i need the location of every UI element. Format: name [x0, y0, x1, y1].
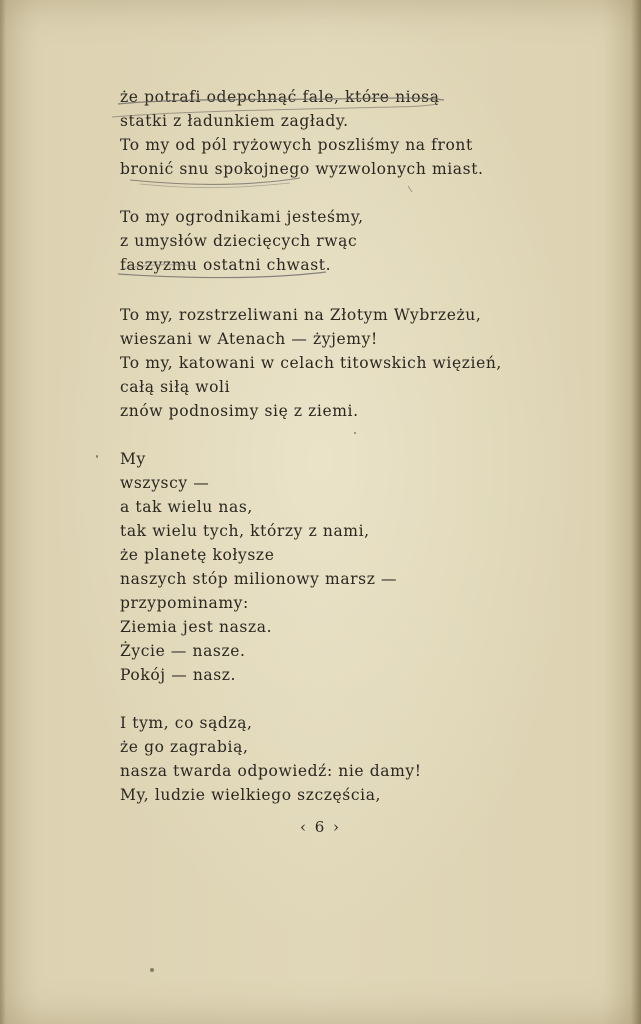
- poem-line: a tak wielu nas,: [120, 498, 253, 516]
- poem-line: To my, rozstrzeliwani na Złotym Wybrzeżu,: [120, 306, 482, 324]
- poem-line: wieszani w Atenach — żyjemy!: [120, 330, 378, 348]
- poem-line: że go zagrabią,: [120, 738, 249, 756]
- poem-line: wszyscy —: [120, 474, 210, 492]
- poem-line: statki z ładunkiem zagłady.: [120, 112, 349, 130]
- poem-line: przypominamy:: [120, 594, 249, 612]
- paper-speck: [96, 455, 98, 458]
- poem-line: że potrafi odepchnąć fale, które niosą: [120, 88, 440, 106]
- poem-line: nasza twarda odpowiedź: nie damy!: [120, 762, 422, 780]
- poem-line: Ziemia jest nasza.: [120, 618, 273, 636]
- poem-line: naszych stóp milionowy marsz —: [120, 570, 398, 588]
- poem-line: Pokój — nasz.: [120, 666, 237, 684]
- poem-line: faszyzmu ostatni chwast.: [120, 256, 332, 274]
- poem-line: znów podnosimy się z ziemi.: [120, 402, 359, 420]
- poem-line: z umysłów dziecięcych rwąc: [120, 232, 358, 250]
- poem-line: My, ludzie wielkiego szczęścia,: [120, 786, 382, 804]
- poem-line: I tym, co sądzą,: [120, 714, 253, 732]
- poem-line: bronić snu spokojnego wyzwolonych miast.: [120, 160, 484, 178]
- poem-line: My: [120, 450, 146, 468]
- poem-line: Życie — nasze.: [120, 642, 246, 660]
- poem-line: To my ogrodnikami jesteśmy,: [120, 208, 364, 226]
- poem-line: że planetę kołysze: [120, 546, 275, 564]
- poem-line: całą siłą woli: [120, 378, 231, 396]
- page-edge-shadow-right: [631, 0, 641, 1024]
- page-edge-shadow-left: [0, 0, 6, 1024]
- poem-line: tak wielu tych, którzy z nami,: [120, 522, 370, 540]
- page-number: ‹ 6 ›: [299, 818, 342, 836]
- paper-speck: [354, 432, 356, 434]
- paper-speck: [150, 968, 154, 972]
- poem-line: To my, katowani w celach titowskich więzień,: [120, 354, 502, 372]
- poem-line: To my od pól ryżowych poszliśmy na front: [120, 136, 473, 154]
